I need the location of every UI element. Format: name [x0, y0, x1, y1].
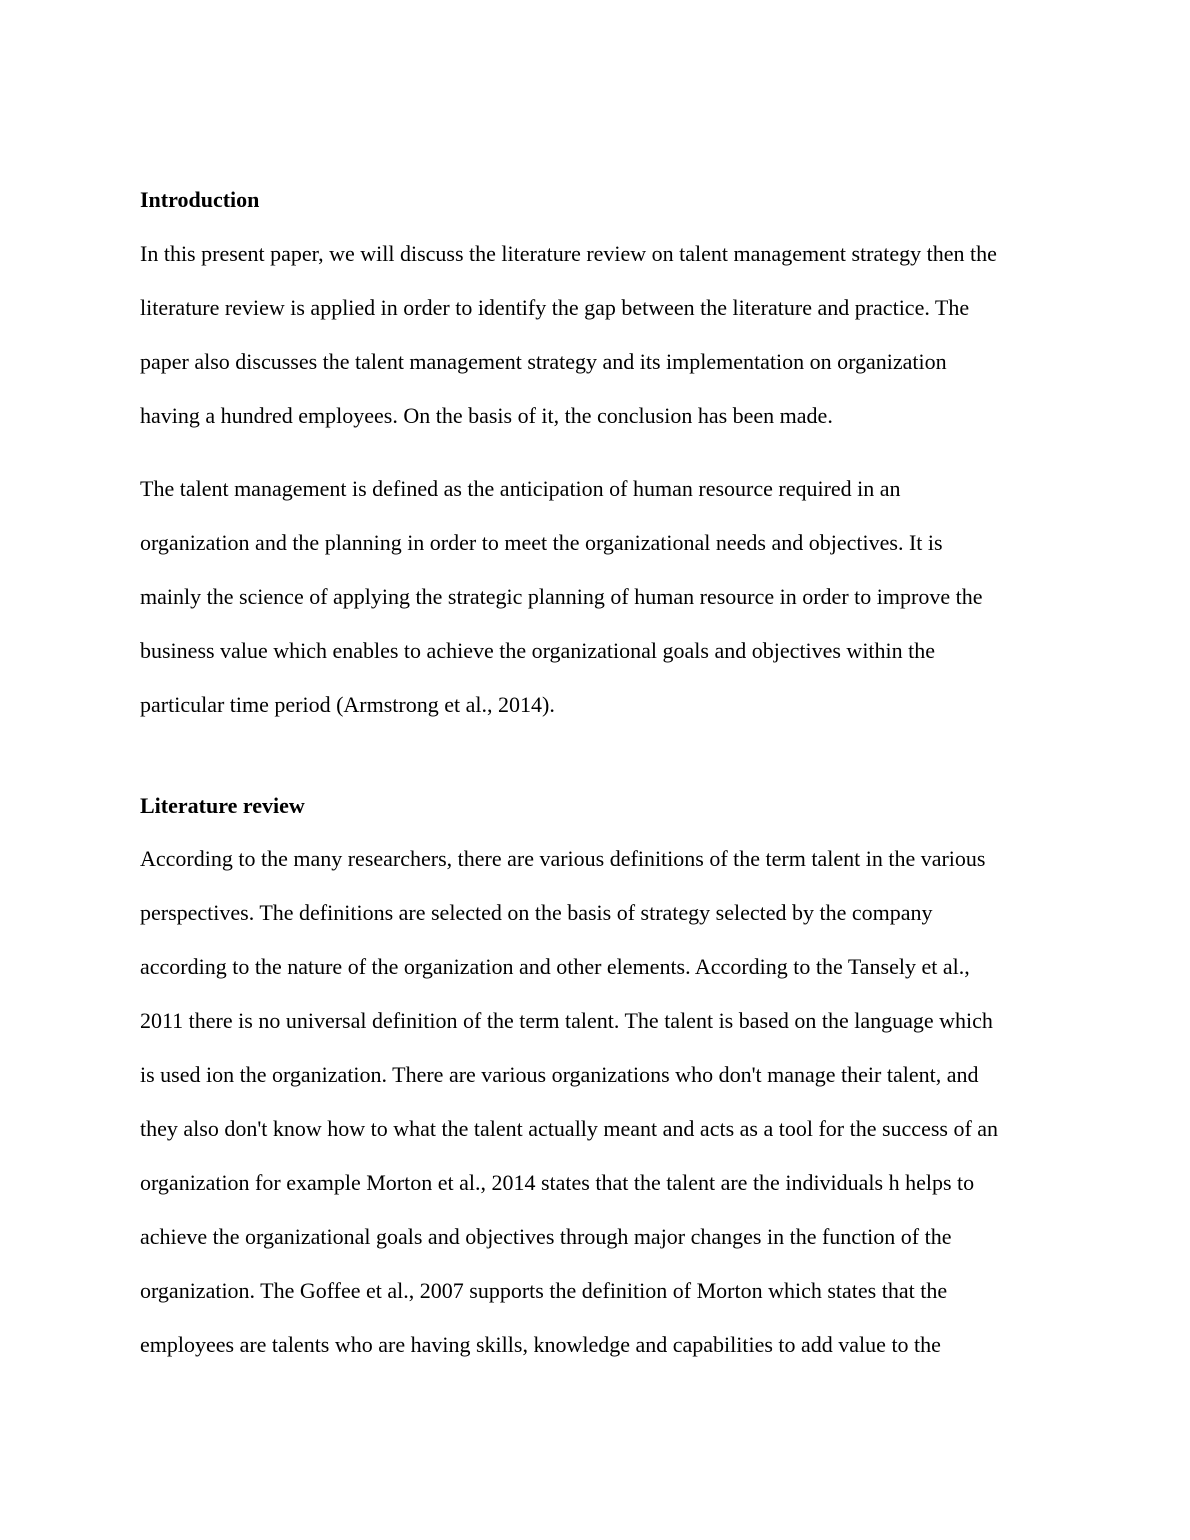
text-line: In this present paper, we will discuss the literature review on talent management strategy then the — [140, 241, 997, 266]
text-line: According to the many researchers, there are various definitions of the term talent in the various — [140, 846, 986, 871]
text-line: achieve the organizational goals and objectives through major changes in the function of the — [140, 1224, 952, 1249]
text-line: organization and the planning in order to meet the organizational needs and objectives. It is — [140, 530, 943, 555]
section-heading-introduction: Introduction — [140, 187, 260, 212]
text-line: employees are talents who are having skills, knowledge and capabilities to add value to the — [140, 1332, 941, 1357]
text-line: organization for example Morton et al., 2014 states that the talent are the individuals h helps to — [140, 1170, 975, 1195]
text-line: business value which enables to achieve the organizational goals and objectives within the — [140, 638, 936, 663]
section-heading-literature-review: Literature review — [140, 793, 305, 818]
text-line: perspectives. The definitions are selected on the basis of strategy selected by the company — [140, 900, 933, 925]
paragraph-intro-2 — [140, 462, 1070, 732]
document-page — [140, 173, 1070, 1372]
text-line: organization. The Goffee et al., 2007 supports the definition of Morton which states that the — [140, 1278, 948, 1303]
text-line: 2011 there is no universal definition of the term talent. The talent is based on the language which — [140, 1008, 993, 1033]
paragraph-literature-1 — [140, 832, 1070, 1372]
paragraph-intro-1 — [140, 227, 1070, 443]
text-line: they also don't know how to what the talent actually meant and acts as a tool for the success of an — [140, 1116, 999, 1141]
text-line: The talent management is defined as the anticipation of human resource required in an — [140, 476, 901, 501]
text-line: literature review is applied in order to identify the gap between the literature and practice. The — [140, 295, 970, 320]
text-line: particular time period (Armstrong et al., 2014). — [140, 692, 555, 717]
text-line: mainly the science of applying the strategic planning of human resource in order to improve the — [140, 584, 983, 609]
text-line: is used ion the organization. There are various organizations who don't manage their talent, and — [140, 1062, 979, 1087]
text-line: according to the nature of the organization and other elements. According to the Tansely et al., — [140, 954, 970, 979]
text-line: paper also discusses the talent management strategy and its implementation on organization — [140, 349, 947, 374]
text-line: having a hundred employees. On the basis of it, the conclusion has been made. — [140, 403, 833, 428]
